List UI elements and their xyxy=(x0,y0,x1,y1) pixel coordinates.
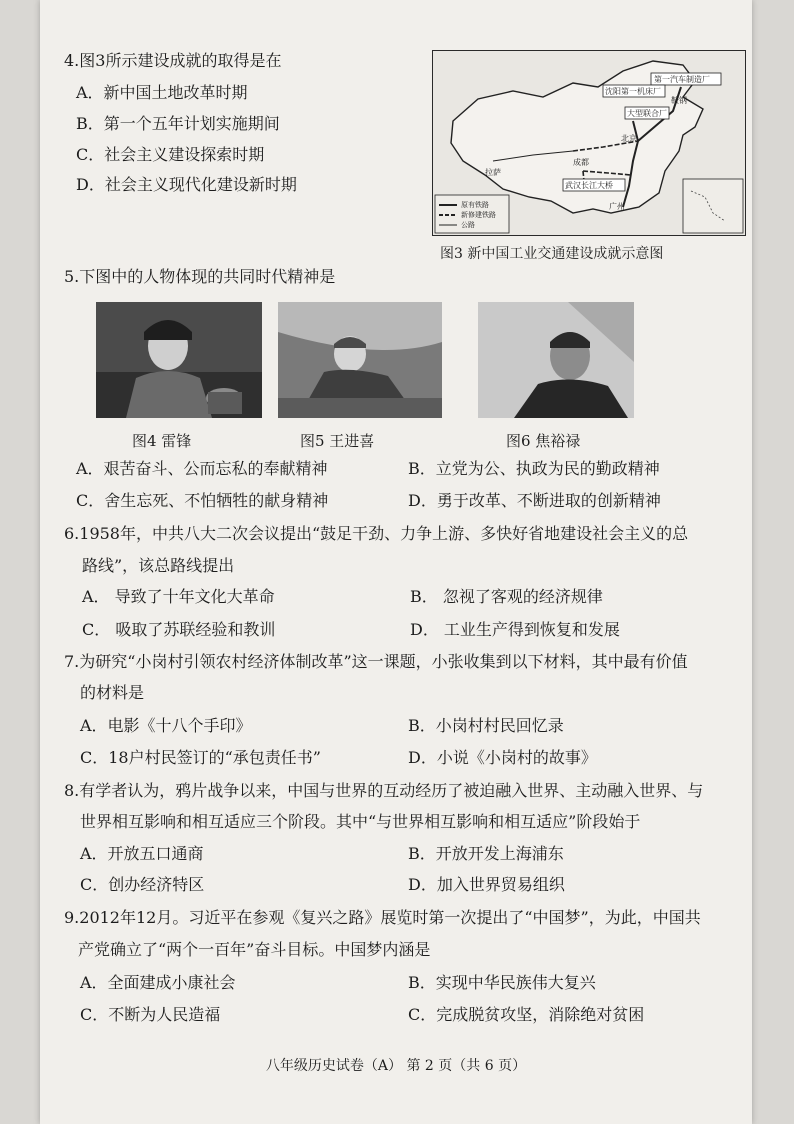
q4-option-c: C．社会主义建设探索时期 xyxy=(76,145,265,164)
legend-new-railway: 新修建铁路 xyxy=(461,211,496,219)
q4-option-a: A．新中国土地改革时期 xyxy=(76,83,248,102)
map-label-shenyang: 沈阳第一机床厂 xyxy=(605,87,661,96)
map-label-lasa: 拉萨 xyxy=(485,168,501,177)
q4-option-b: B．第一个五年计划实施期间 xyxy=(76,114,280,133)
q9-stem-line1: 9.2012年12月。习近平在参观《复兴之路》展览时第一次提出了“中国梦”，为此，中国共 xyxy=(64,908,701,927)
q7-stem-line2: 的材料是 xyxy=(80,683,145,702)
figure-3-map xyxy=(432,50,746,236)
map-label-guangzhou: 广州 xyxy=(609,202,625,211)
map-label-beijing: 北京 xyxy=(621,134,637,143)
q7-option-c: C．18户村民签订的“承包责任书” xyxy=(80,748,321,767)
q8-stem-line1: 8.有学者认为，鸦片战争以来，中国与世界的互动经历了被迫融入世界、主动融入世界、与 xyxy=(64,781,704,800)
legend-highway: 公路 xyxy=(461,221,475,229)
q6-option-a: A． 导致了十年文化大革命 xyxy=(82,587,275,606)
page-footer: 八年级历史试卷（A） 第 2 页（共 6 页） xyxy=(265,1058,527,1074)
q6-stem-line2: 路线”，该总路线提出 xyxy=(82,556,235,575)
q8-stem-line2: 世界相互影响和相互适应三个阶段。其中“与世界相互影响和相互适应”阶段始于 xyxy=(80,812,641,831)
q8-option-b: B．开放开发上海浦东 xyxy=(408,844,564,863)
q5-option-b: B．立党为公、执政为民的勤政精神 xyxy=(408,459,660,478)
figure-3-caption: 图3 新中国工业交通建设成就示意图 xyxy=(440,246,664,262)
map-label-changchun: 第一汽车制造厂 xyxy=(654,75,710,84)
q9-stem-line2: 产党确立了“两个一百年”奋斗目标。中国梦内涵是 xyxy=(78,940,431,959)
legend-old-railway: 原有铁路 xyxy=(461,201,489,209)
q7-option-d: D．小说《小岗村的故事》 xyxy=(408,748,597,767)
q7-stem-line1: 7.为研究“小岗村引领农村经济体制改革”这一课题，小张收集到以下材料，其中最有价值 xyxy=(64,652,688,671)
figure-6-label: 图6 焦裕禄 xyxy=(506,432,581,450)
q7-option-a: A．电影《十八个手印》 xyxy=(80,716,252,735)
q9-option-c: C．不断为人民造福 xyxy=(80,1005,221,1024)
q9-option-b: B．实现中华民族伟大复兴 xyxy=(408,973,596,992)
q9-option-d: C．完成脱贫攻坚，消除绝对贫困 xyxy=(408,1005,645,1024)
photo-lei-feng xyxy=(96,302,262,418)
q8-option-c: C．创办经济特区 xyxy=(80,875,205,894)
q4-stem: 4.图3所示建设成就的取得是在 xyxy=(64,51,282,70)
map-label-daqing: 大型联合厂 xyxy=(627,109,667,118)
q5-option-d: D．勇于改革、不断进取的创新精神 xyxy=(408,491,661,510)
map-label-wuhan: 武汉长江大桥 xyxy=(565,181,613,190)
q9-option-a: A．全面建成小康社会 xyxy=(80,973,236,992)
q6-option-c: C． 吸取了苏联经验和教训 xyxy=(82,620,276,639)
map-label-chengdu: 成都 xyxy=(573,158,589,167)
q6-option-b: B． 忽视了客观的经济规律 xyxy=(410,587,603,606)
map-label-anshan: 鞍钢 xyxy=(671,96,687,105)
q5-option-c: C．舍生忘死、不怕牺牲的献身精神 xyxy=(76,491,329,510)
q5-option-a: A．艰苦奋斗、公而忘私的奉献精神 xyxy=(76,459,328,478)
q7-option-b: B．小岗村村民回忆录 xyxy=(408,716,564,735)
photo-jiao-yulu xyxy=(478,302,634,418)
q8-option-a: A．开放五口通商 xyxy=(80,844,204,863)
q5-stem: 5.下图中的人物体现的共同时代精神是 xyxy=(64,267,336,286)
q8-option-d: D．加入世界贸易组织 xyxy=(408,875,565,894)
q6-stem-line1: 6.1958年，中共八大二次会议提出“鼓足干劲、力争上游、多快好省地建设社会主义的总 xyxy=(64,524,689,543)
q6-option-d: D． 工业生产得到恢复和发展 xyxy=(410,620,620,639)
q4-option-d: D．社会主义现代化建设新时期 xyxy=(76,175,297,194)
photo-wang-jinxi xyxy=(278,302,442,418)
figure-4-label: 图4 雷锋 xyxy=(132,432,192,450)
figure-5-label: 图5 王进喜 xyxy=(300,432,375,450)
exam-page xyxy=(40,0,752,1124)
